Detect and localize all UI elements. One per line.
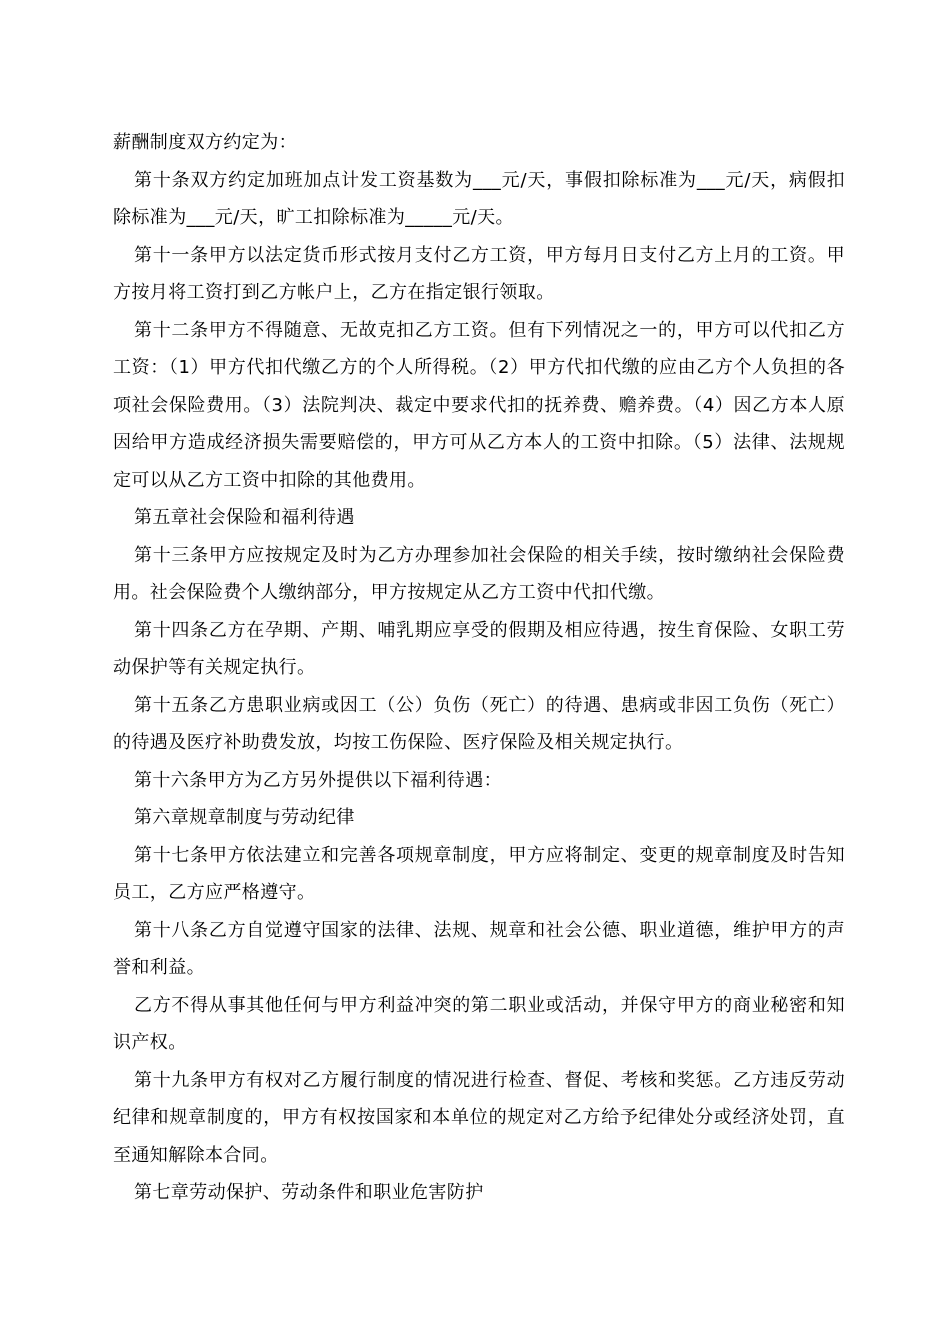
salary-system-intro: 薪酬制度双方约定为： [113, 132, 297, 153]
article-16: 第十六条甲方为乙方另外提供以下福利待遇： [134, 769, 502, 791]
chapter-7-heading: 第七章劳动保护、劳动条件和职业危害防护 [134, 1182, 484, 1203]
article-10: 第十条双方约定加班加点计发工资基数为___元/天，事假扣除标准为___元/天，病假扣除标准为___元/天，旷工扣除标准为_____元/天。 [113, 169, 845, 228]
article-13: 第十三条甲方应按规定及时为乙方办理参加社会保险的相关手续，按时缴纳社会保险费用。社会保险费个人缴纳部分，甲方按规定从乙方工资中代扣代缴。 [113, 544, 845, 603]
article-12: 第十二条甲方不得随意、无故克扣乙方工资。但有下列情况之一的，甲方可以代扣乙方工资：（1）甲方代扣代缴乙方的个人所得税。（2）甲方代扣代缴的应由乙方个人负担的各项社会保险费用。（3）法院判决、裁定中要求代扣的抚养费、赡养费。（4）因乙方本人原因给甲方造成经济损失需要赔偿的，甲方可从乙方本人的工资中扣除。（5）法律、法规规定可以从乙方工资中扣除的其他费用。 [113, 319, 845, 491]
article-15: 第十五条乙方患职业病或因工（公）负伤（死亡）的待遇、患病或非因工负伤（死亡）的待遇及医疗补助费发放，均按工伤保险、医疗保险及相关规定执行。 [113, 694, 845, 753]
chapter-6-heading: 第六章规章制度与劳动纪律 [134, 807, 355, 828]
chapter-5-heading: 第五章社会保险和福利待遇 [134, 507, 355, 528]
article-17: 第十七条甲方依法建立和完善各项规章制度，甲方应将制定、变更的规章制度及时告知员工，乙方应严格遵守。 [113, 844, 845, 903]
article-18: 第十八条乙方自觉遵守国家的法律、法规、规章和社会公德、职业道德，维护甲方的声誉和利益。 [113, 919, 845, 978]
document-body [113, 124, 845, 1212]
article-18-continued: 乙方不得从事其他任何与甲方利益冲突的第二职业或活动，并保守甲方的商业秘密和知识产权。 [113, 994, 845, 1053]
article-14: 第十四条乙方在孕期、产期、哺乳期应享受的假期及相应待遇，按生育保险、女职工劳动保护等有关规定执行。 [113, 619, 845, 678]
article-19: 第十九条甲方有权对乙方履行制度的情况进行检查、督促、考核和奖惩。乙方违反劳动纪律和规章制度的，甲方有权按国家和本单位的规定对乙方给予纪律处分或经济处罚，直至通知解除本合同。 [113, 1069, 845, 1166]
article-11: 第十一条甲方以法定货币形式按月支付乙方工资，甲方每月日支付乙方上月的工资。甲方按月将工资打到乙方帐户上，乙方在指定银行领取。 [113, 244, 845, 303]
